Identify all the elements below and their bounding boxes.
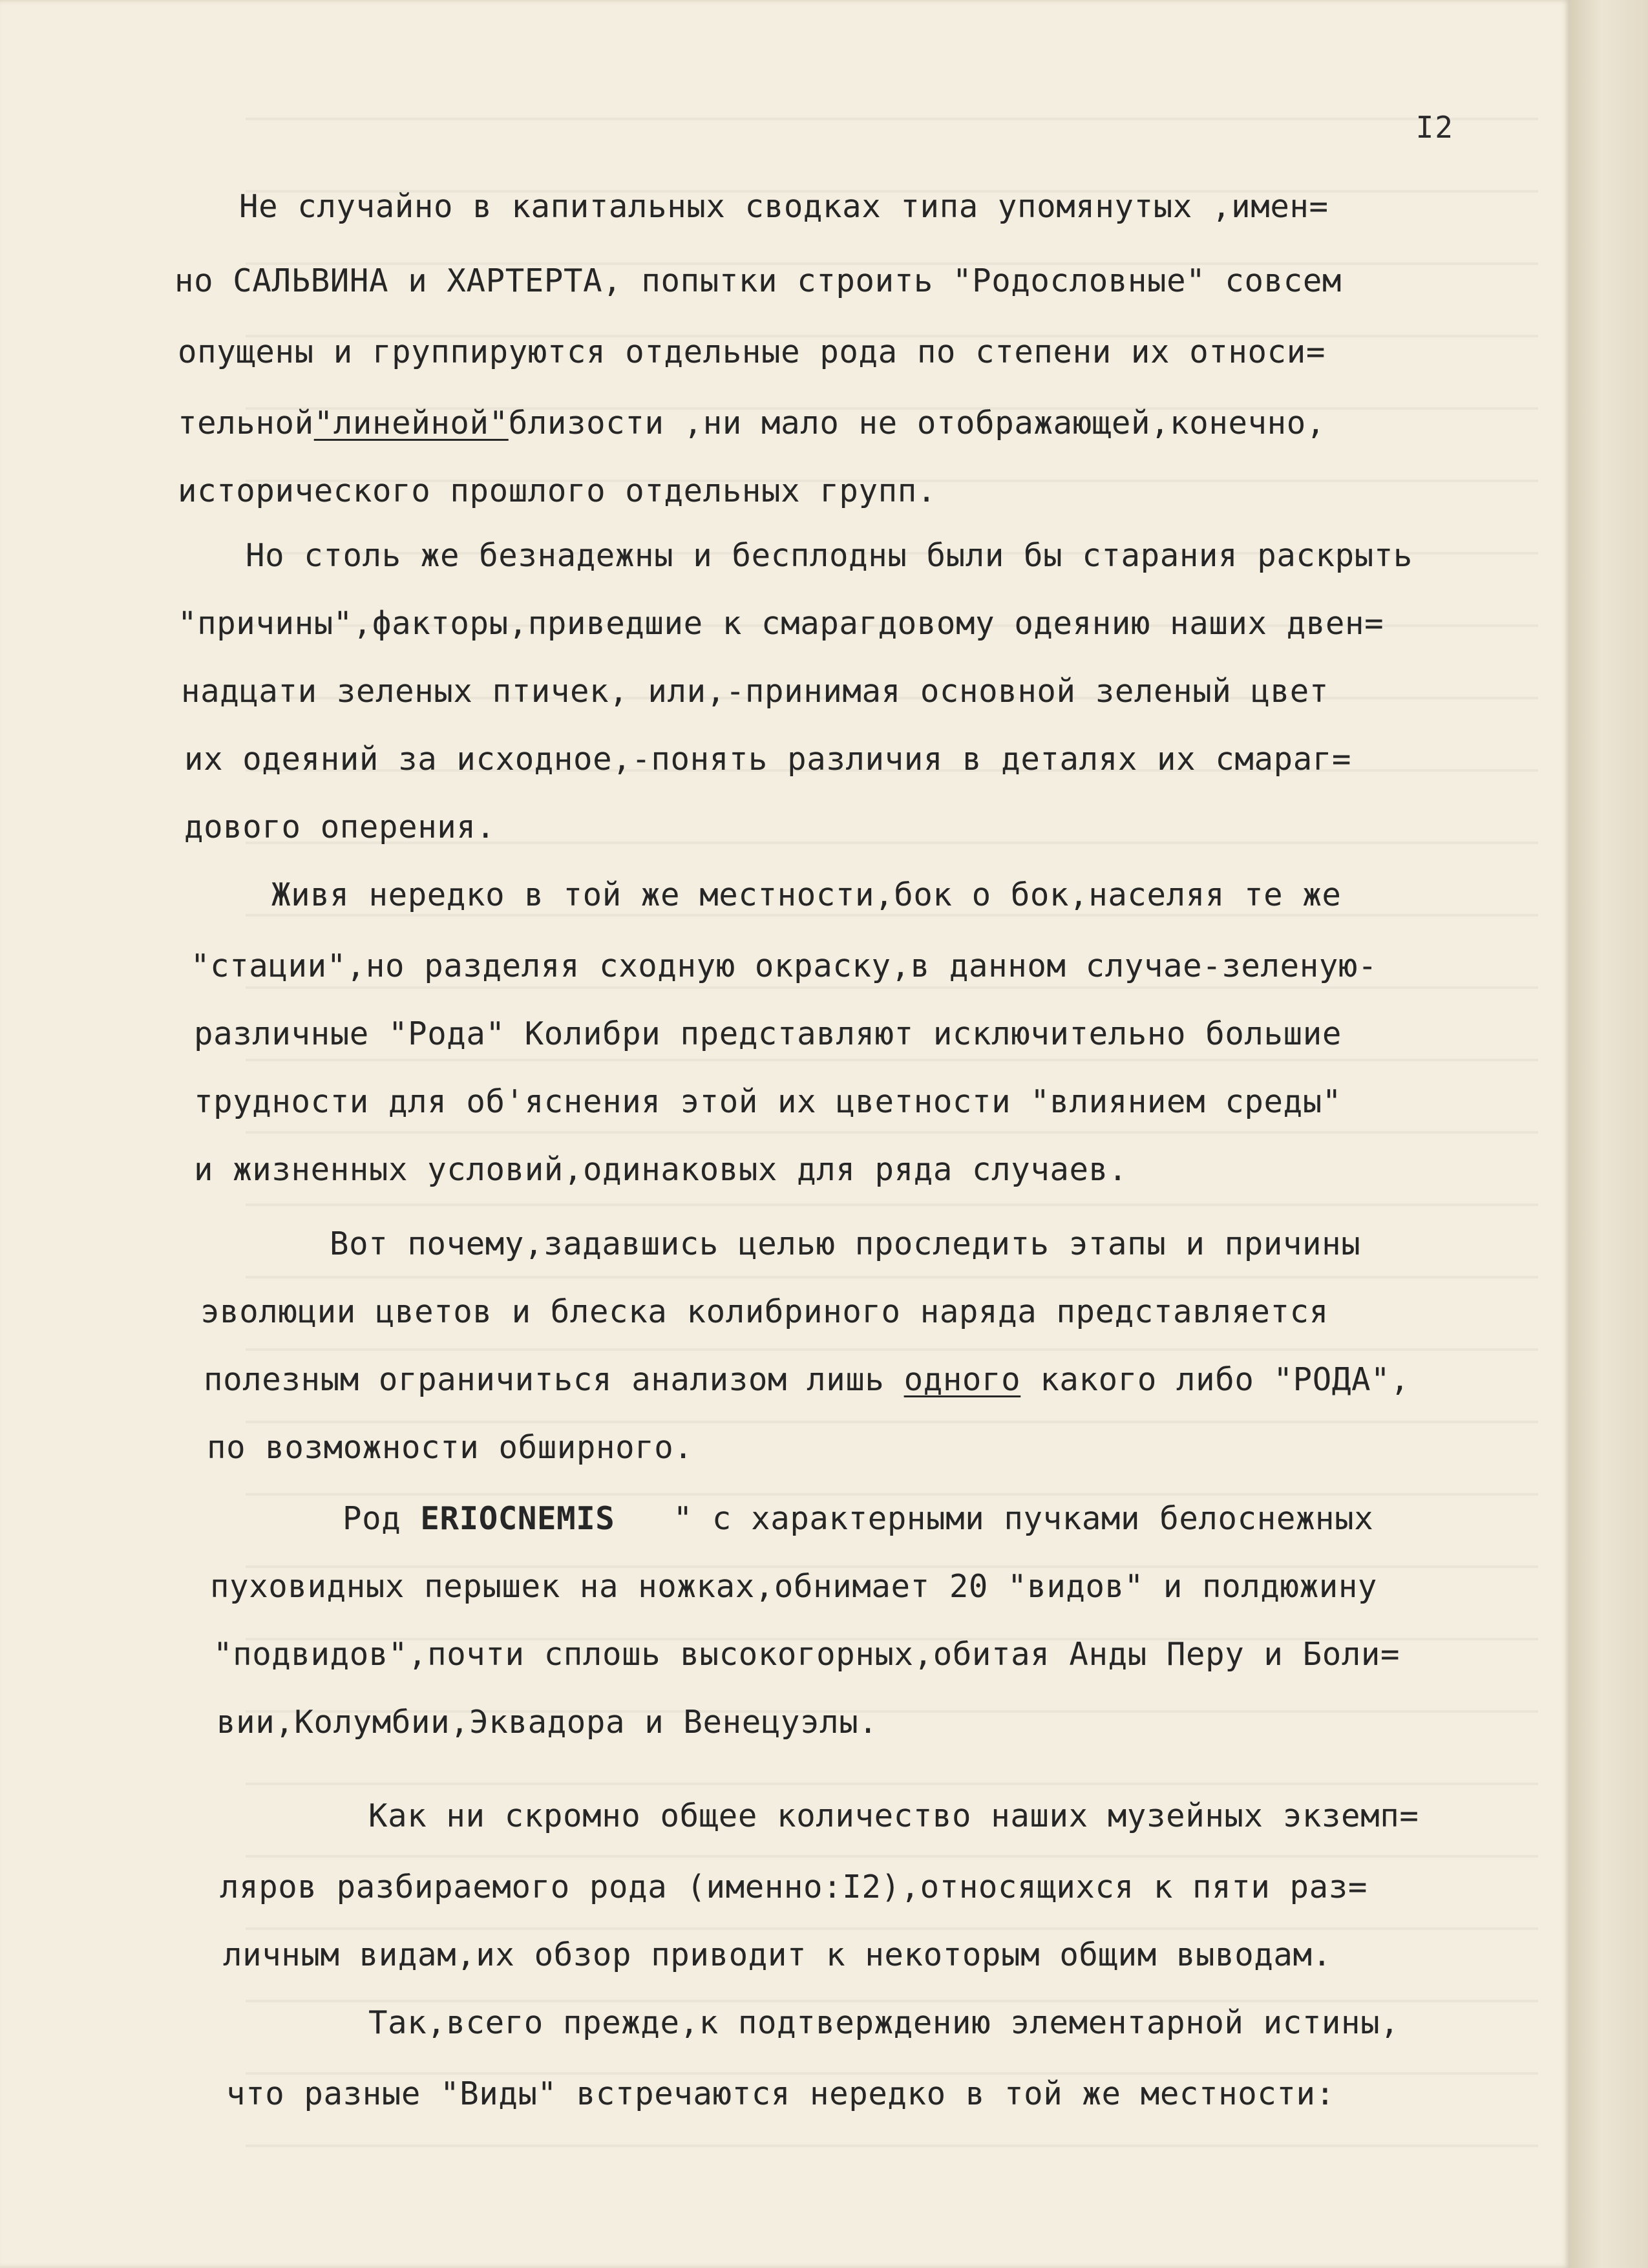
text-line: но САЛЬВИНА и ХАРТЕРТА, попытки строить "Родословные" совсем — [174, 262, 1342, 299]
text-line: эволюции цветов и блеска колибриного наряда представляется — [200, 1293, 1329, 1330]
text-line: Не случайно в капитальных сводках типа упомянутых ,имен= — [239, 188, 1329, 225]
text-line: тельной"линейной"близости ,ни мало не отображающей,конечно, — [178, 405, 1326, 441]
text-line: личным видам,их обзор приводит к некоторым общим выводам. — [223, 1936, 1332, 1973]
text-line: по возможности обширного. — [207, 1429, 693, 1466]
page-number: I2 — [1415, 110, 1454, 145]
text-line: Но столь же безнадежны и бесплодны были бы старания раскрыть — [246, 537, 1413, 574]
text-line: "причины",факторы,приведшие к смарагдовому одеянию наших двен= — [178, 605, 1384, 642]
text-line: "стации",но разделяя сходную окраску,в данном случае-зеленую- — [191, 948, 1378, 984]
text-line: пуховидных перышек на ножках,обнимает 20 "видов" и полдюжину — [210, 1568, 1378, 1605]
text-line: их одеяний за исходное,-понять различия в деталях их смараг= — [184, 741, 1352, 778]
text-line: Так,всего прежде,к подтверждению элементарной истины, — [368, 2004, 1400, 2041]
text-line: что разные "Виды" встречаются нередко в той же местности: — [226, 2075, 1335, 2112]
text-line: "подвидов",почти сплошь высокогорных,обитая Анды Перу и Боли= — [213, 1636, 1400, 1673]
underlined-word: одного — [903, 1361, 1021, 1398]
text-line: различные "Рода" Колибри представляют исключительно большие — [194, 1015, 1342, 1052]
text-line: полезным ограничиться анализом лишь одного какого либо "РОДА", — [204, 1361, 1410, 1398]
text-line: Как ни скромно общее количество наших музейных экземп= — [368, 1797, 1419, 1834]
page-edge — [1570, 0, 1648, 2268]
text-line: трудности для об'яснения этой их цветности "влиянием среды" — [194, 1083, 1342, 1120]
text-line: Род ERIOCNEMIS " с характерными пучками белоснежных — [343, 1500, 1374, 1537]
underlined-word: "линейной" — [313, 405, 509, 441]
text-line: ляров разбираемого рода (именно:I2),относящихся к пяти раз= — [220, 1869, 1368, 1905]
text-line: Вот почему,задавшись целью проследить этапы и причины — [330, 1225, 1361, 1262]
text-line: исторического прошлого отдельных групп. — [178, 472, 936, 509]
text-line: и жизненных условий,одинаковых для ряда случаев. — [194, 1151, 1128, 1188]
text-line: опущены и группируются отдельные рода по степени их относи= — [178, 334, 1326, 370]
text-line: Живя нередко в той же местности,бок о бок,населяя те же — [271, 876, 1342, 913]
genus-name: ERIOCNEMIS — [420, 1500, 615, 1537]
text-line: вии,Колумбии,Эквадора и Венецуэлы. — [217, 1704, 878, 1741]
text-line: надцати зеленых птичек, или,-принимая основной зеленый цвет — [181, 673, 1329, 710]
text-line: дового оперения. — [184, 809, 496, 845]
